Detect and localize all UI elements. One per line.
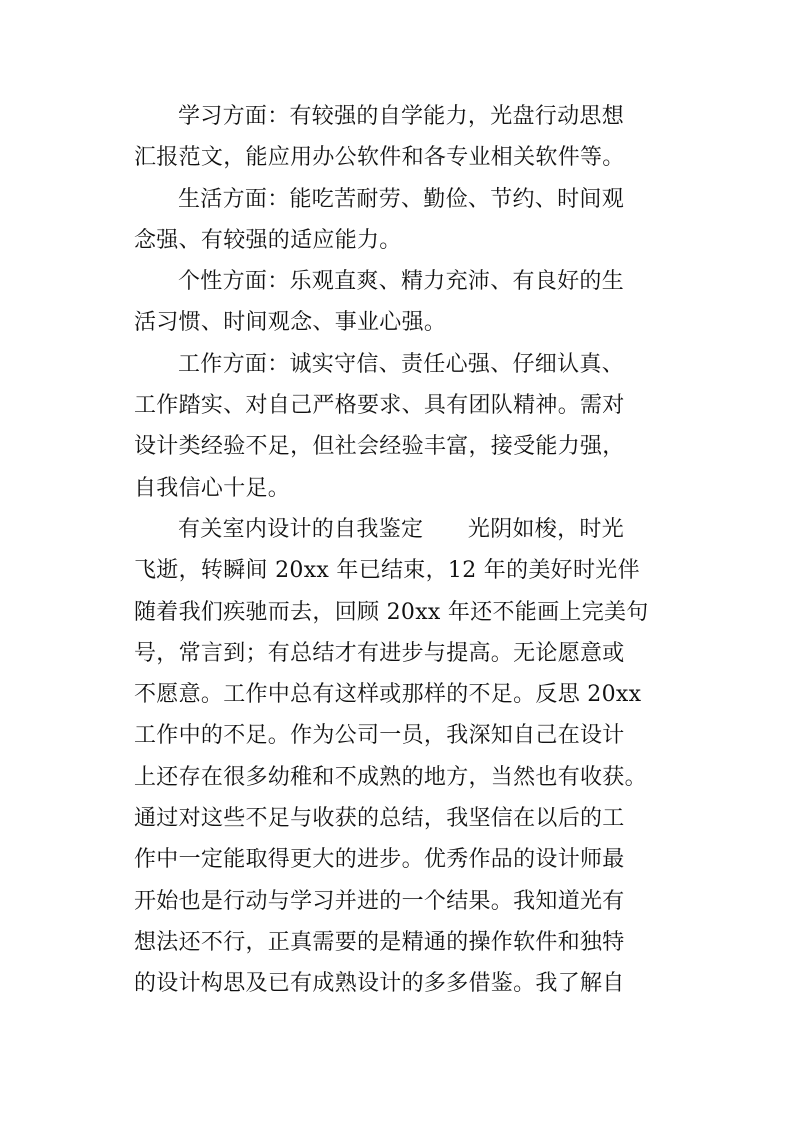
paragraph-personality (134, 261, 674, 344)
text-line: 工作踏实、对自己严格要求、具有团队精神。需对 (134, 393, 625, 419)
text-line: 学习方面：有较强的自学能力，光盘行动思想 (178, 104, 625, 129)
text-line: 开始也是行动与学习并进的一个结果。我知道光有 (134, 888, 625, 914)
text-line: 号，常言到；有总结才有进步与提高。无论愿意或 (134, 640, 625, 666)
body-text (134, 96, 674, 1005)
paragraph-life (134, 179, 674, 262)
text-line: 有关室内设计的自我鉴定 光阴如梭，时光 (178, 516, 625, 542)
text-line: 活习惯、时间观念、事业心强。 (134, 310, 447, 336)
text-line: 作中一定能取得更大的进步。优秀作品的设计师最 (134, 847, 625, 873)
text-line: 不愿意。工作中总有这样或那样的不足。反思 20xx (134, 682, 642, 708)
text-line: 的设计构思及已有成熟设计的多多借鉴。我了解自 (134, 971, 625, 997)
text-line: 想法还不行，正真需要的是精通的操作软件和独特 (134, 929, 625, 955)
text-line: 随着我们疾驰而去，回顾 20xx 年还不能画上完美句 (134, 599, 649, 625)
text-line: 念强、有较强的适应能力。 (134, 227, 402, 253)
paragraph-study (134, 96, 674, 179)
text-line: 飞逝，转瞬间 20xx 年已结束，12 年的美好时光伴 (134, 558, 640, 584)
paragraph-work (134, 344, 674, 509)
text-line: 工作方面：诚实守信、责任心强、仔细认真、 (178, 351, 625, 377)
text-line: 设计类经验不足，但社会经验丰富，接受能力强， (134, 434, 625, 460)
text-line: 汇报范文，能应用办公软件和各专业相关软件等。 (134, 145, 625, 171)
paragraph-interior-design (134, 509, 674, 1005)
text-line: 上还存在很多幼稚和不成熟的地方，当然也有收获。 (134, 764, 647, 790)
text-line: 自我信心十足。 (134, 475, 291, 501)
text-line: 生活方面：能吃苦耐劳、勤俭、节约、时间观 (178, 186, 625, 212)
text-line: 个性方面：乐观直爽、精力充沛、有良好的生 (178, 269, 625, 295)
text-line: 通过对这些不足与收获的总结，我坚信在以后的工 (134, 806, 625, 832)
text-line: 工作中的不足。作为公司一员，我深知自己在设计 (134, 723, 625, 749)
